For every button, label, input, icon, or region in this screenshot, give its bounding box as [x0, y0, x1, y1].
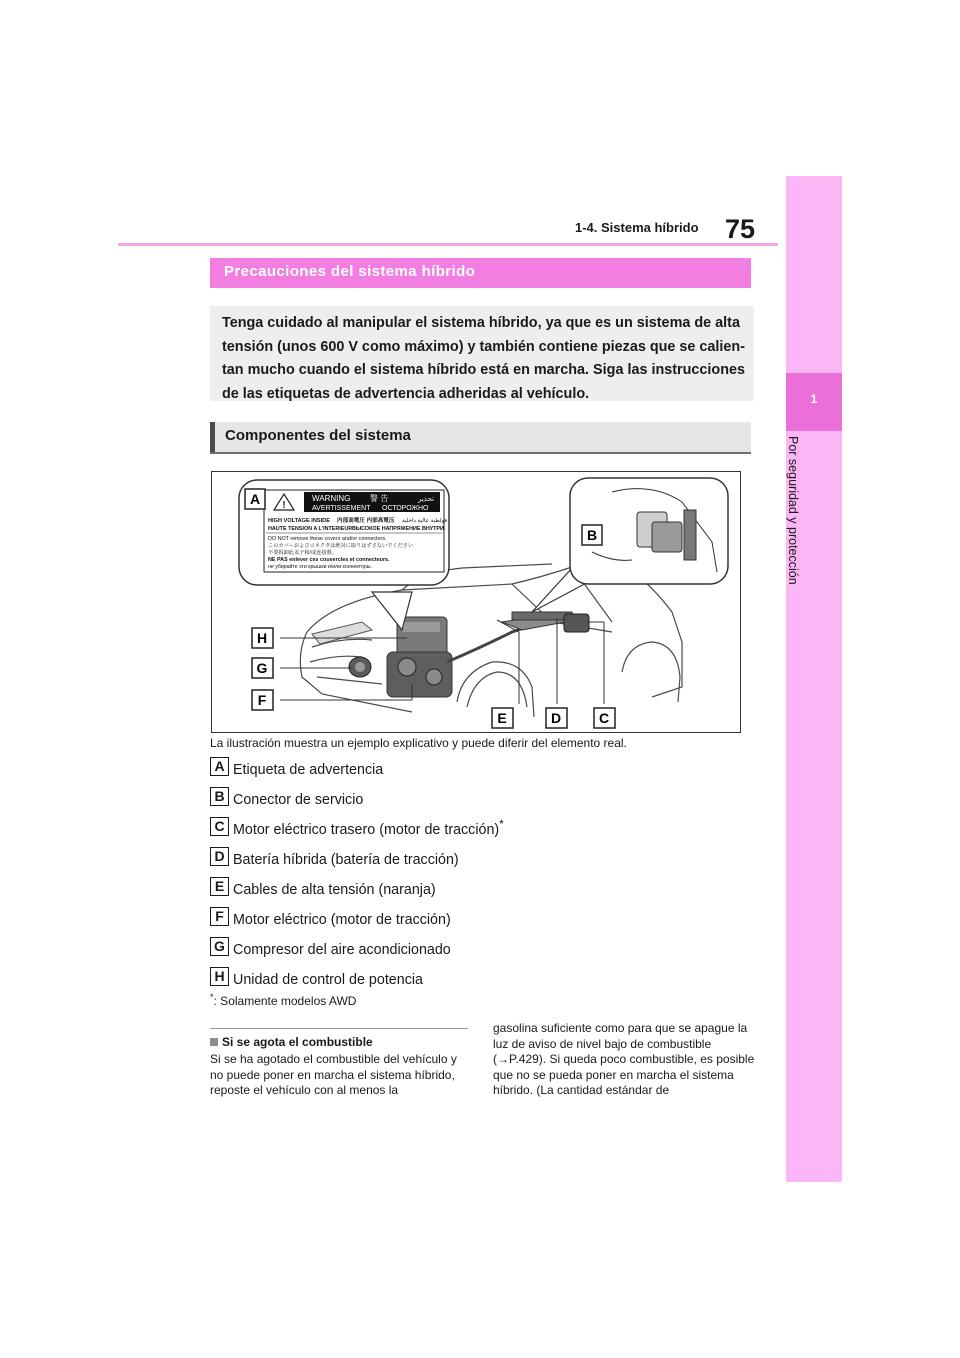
- warning-row1-ar: فولطية عالية داخلية: [402, 518, 448, 524]
- warning-title-ru: ОСТОРОЖНО: [382, 505, 429, 512]
- page-number: 75: [725, 214, 756, 244]
- warning-row1-ja: 内部高電圧 内部高電压: [337, 518, 395, 524]
- components-heading: [210, 422, 751, 452]
- legend-item: [210, 784, 750, 806]
- subsection-heading: Si se agota el combustible: [210, 1035, 373, 1049]
- footnote: [210, 992, 356, 1008]
- legend-letter: H: [210, 967, 229, 986]
- legend-letter: A: [210, 757, 229, 776]
- section-heading-text: Precauciones del sistema híbrido: [224, 263, 476, 280]
- legend-text: Motor eléctrico trasero (motor de tracción)*: [233, 817, 504, 838]
- warning-title-fr: AVERTISSEMENT: [312, 505, 371, 512]
- legend-item: [210, 814, 750, 836]
- legend-item: [210, 904, 750, 926]
- label-a: A: [249, 491, 261, 507]
- legend-text: Cables de alta tensión (naranja): [233, 881, 436, 898]
- legend-item: [210, 754, 750, 776]
- system-components-figure: [211, 471, 741, 733]
- header-rule: [118, 243, 778, 246]
- warning-line3: DO NOT remove these covers and/or connectors.: [268, 536, 387, 542]
- warning-row2-fr: HAUTE TENSION A L'INTERIEUR: [268, 526, 353, 532]
- compressor-shape: [349, 657, 371, 677]
- warning-title-ar: تحذير: [418, 496, 434, 503]
- warning-row2-ru: ВЫСОКОЕ НАПРЯЖЕНИЕ ВНУТРИ: [352, 526, 444, 532]
- legend-letter: D: [210, 847, 229, 866]
- warning-line5: 不要拆卸此盖子和/或连接器。: [268, 550, 337, 556]
- warning-line7: не убирайте эти крышки и/или коннекторы.: [268, 564, 372, 570]
- section-heading: [210, 258, 751, 288]
- svg-text:!: !: [282, 500, 286, 511]
- vehicle-illustration: [212, 472, 740, 732]
- legend-item: [210, 934, 750, 956]
- warning-title-en: WARNING: [312, 494, 351, 503]
- legend-letter: F: [210, 907, 229, 926]
- warning-title-ja: 警 告: [370, 494, 389, 503]
- legend-item: [210, 874, 750, 896]
- chapter-title: Por seguridad y protección: [786, 436, 800, 585]
- intro-box: [210, 306, 754, 401]
- subsection-rule: [210, 1028, 468, 1029]
- footnote-text: : Solamente modelos AWD: [213, 994, 357, 1008]
- components-heading-text: Componentes del sistema: [225, 427, 411, 444]
- power-unit-block: [387, 617, 452, 697]
- legend-item: [210, 964, 750, 986]
- warning-row1-en: HIGH VOLTAGE INSIDE: [268, 518, 330, 524]
- legend-letter: G: [210, 937, 229, 956]
- label-h: H: [256, 630, 268, 646]
- label-f: F: [257, 692, 267, 708]
- legend-text: Etiqueta de advertencia: [233, 761, 384, 778]
- footnote-mark: *: [210, 992, 214, 1002]
- legend-text: Motor eléctrico (motor de tracción): [233, 911, 451, 928]
- label-c: C: [598, 710, 610, 726]
- components-heading-rule: [210, 452, 751, 454]
- figure-caption: La ilustración muestra un ejemplo explicativo y puede diferir del elemento real.: [210, 736, 627, 750]
- warning-line6: NE PAS enlever ces couvercles et connecteurs.: [268, 557, 390, 563]
- subsection-left-column: Si se ha agotado el combustible del vehículo y no puede poner en marcha el sistema híbrido, reposte el vehículo con al menos la: [210, 1052, 457, 1097]
- label-b: B: [586, 527, 598, 543]
- square-bullet-icon: [210, 1038, 218, 1046]
- warning-line4: このカバーおよびコネクタは絶対に取りはずさないでください: [268, 543, 414, 549]
- chapter-number: 1: [810, 392, 818, 406]
- label-g: G: [256, 660, 268, 676]
- legend-text: Unidad de control de potencia: [233, 971, 423, 988]
- chapter-title-vertical: [768, 436, 800, 636]
- legend-text: Conector de servicio: [233, 791, 364, 808]
- legend-letter: C: [210, 817, 229, 836]
- legend-item: [210, 844, 750, 866]
- label-d: D: [550, 710, 562, 726]
- hybrid-battery-shape: [502, 612, 589, 632]
- label-e: E: [497, 710, 507, 726]
- section-title: 1-4. Sistema híbrido: [575, 220, 699, 235]
- legend-text: Batería híbrida (batería de tracción): [233, 851, 459, 868]
- chapter-sidebar: [786, 176, 842, 1182]
- legend-letter: E: [210, 877, 229, 896]
- subsection-right-column: gasolina suficiente como para que se apague la luz de aviso de nivel bajo de combustible (→P.429). Si queda poco combustible, es posible que no se pueda poner en marcha el sistema híbrido. (La cantidad estándar de: [493, 1021, 755, 1097]
- legend-text: Compresor del aire acondicionado: [233, 941, 451, 958]
- intro-text: Tenga cuidado al manipular el sistema híbrido, ya que es un sistema de alta tensión (unos 600 V como máximo) y también contiene piezas que se calien-tan mucho cuando el sistema híbrido está en marcha. Siga las instrucciones de las etiquetas de advertencia adheridas al vehículo.: [222, 315, 746, 402]
- legend-letter: B: [210, 787, 229, 806]
